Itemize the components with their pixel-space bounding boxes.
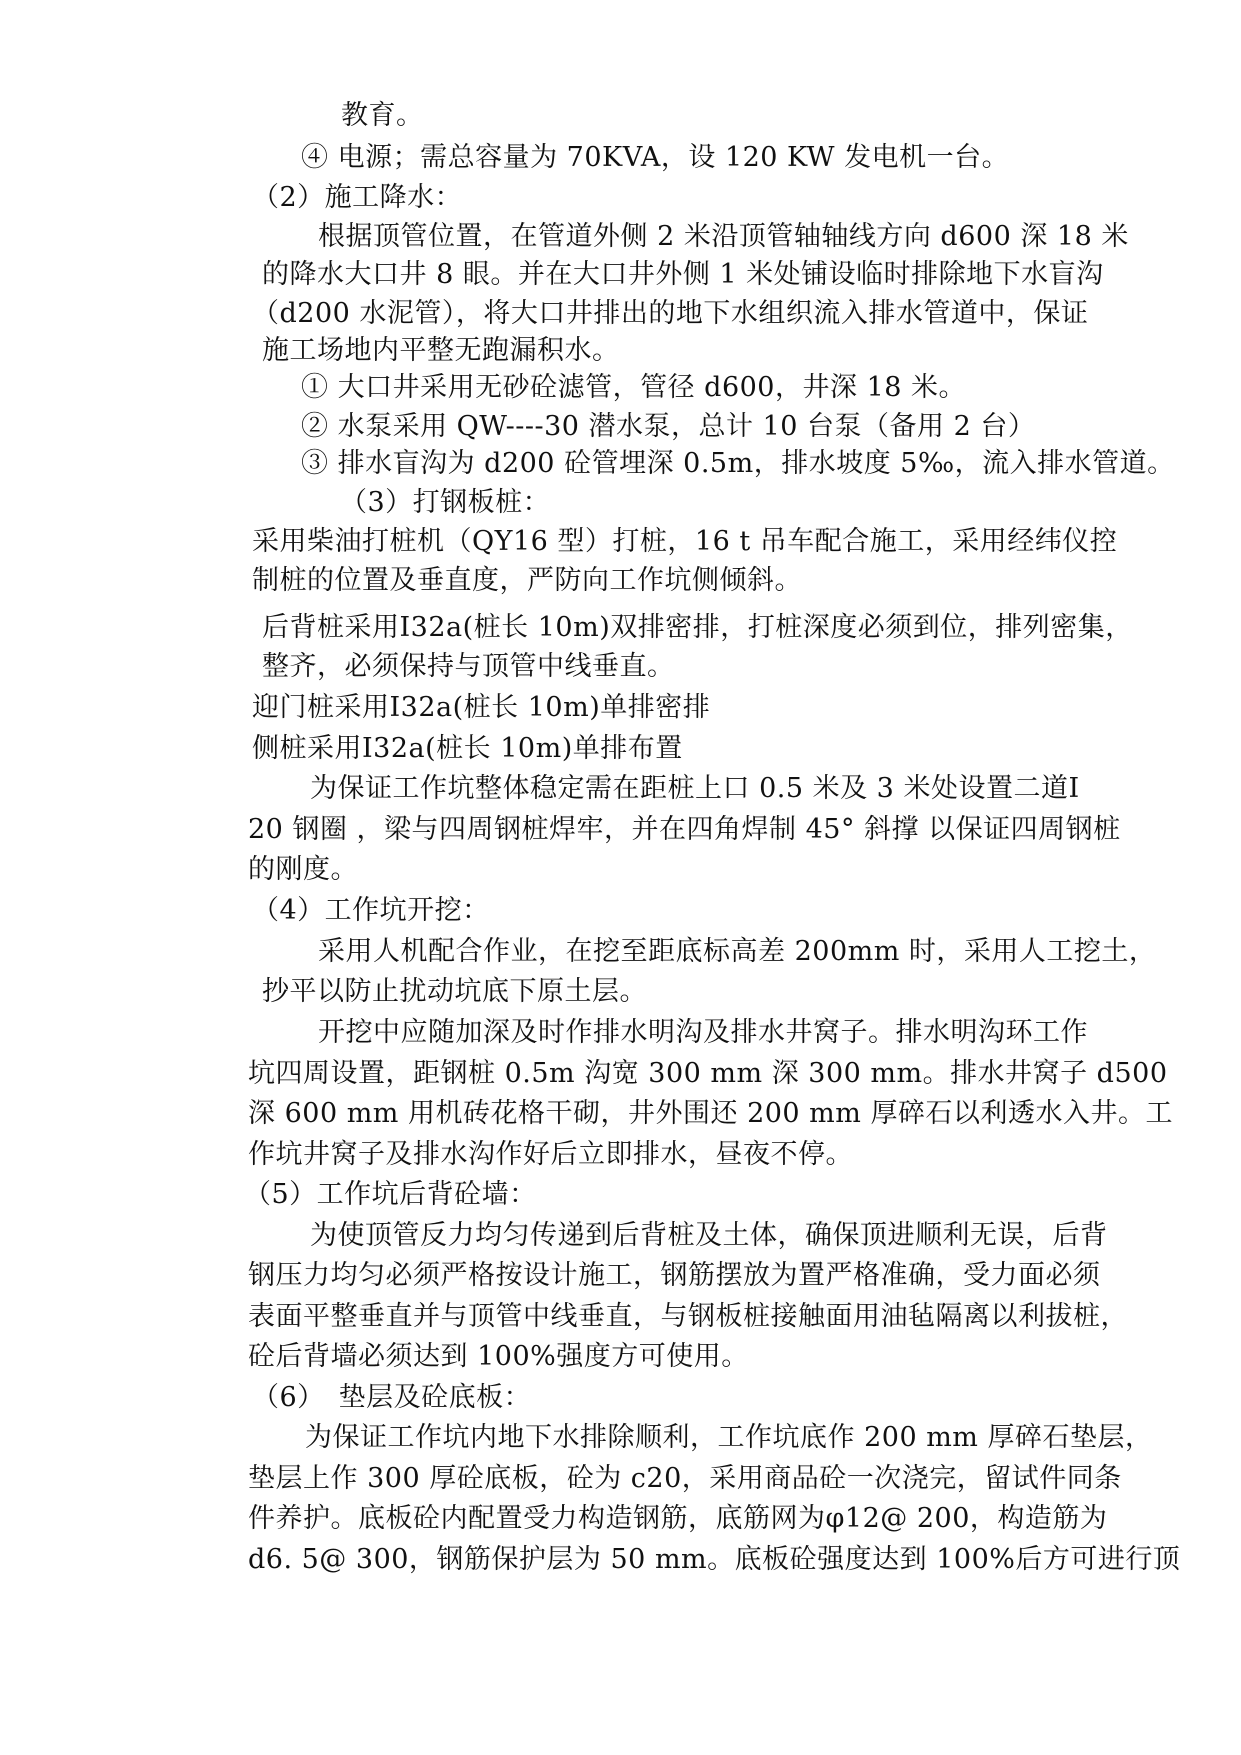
text-line: 垫层上作 300 厚砼底板，砼为 c20，采用商品砼一次浇完，留试件同条 [248,1463,1122,1494]
text-line: 砼后背墙必须达到 100%强度方可使用。 [248,1341,749,1372]
text-line: 抄平以防止扰动坑底下原土层。 [262,976,647,1007]
text-line: 采用柴油打桩机（QY16 型）打桩，16 t 吊车配合施工，采用经纬仪控 [252,526,1118,557]
text-line: 后背桩采用Ⅰ32a(桩长 10m)双排密排，打桩深度必须到位，排列密集， [262,612,1133,643]
text-line: 坑四周设置，距钢桩 0.5m 沟宽 300 mm 深 300 mm。排水井窝子 d500 [248,1058,1168,1089]
text-line: 深 600 mm 用机砖花格干砌，井外围还 200 mm 厚碎石以利透水入井。工 [248,1098,1173,1129]
section-heading: （2）施工降水： [252,182,463,213]
section-heading: （5）工作坑后背砼墙： [244,1179,537,1210]
text-line: 教育。 [341,100,424,131]
text-line: 采用人机配合作业，在挖至距底标高差 200mm 时，采用人工挖土， [318,936,1157,967]
text-line: 开挖中应随加深及时作排水明沟及排水井窝子。排水明沟环工作 [318,1017,1088,1048]
text-line: 迎门桩采用Ⅰ32a(桩长 10m)单排密排 [252,692,711,723]
text-line: ④ 电源；需总容量为 70KVA，设 120 KW 发电机一台。 [301,142,1010,173]
text-line: d6. 5@ 300，钢筋保护层为 50 mm。底板砼强度达到 100%后方可进行顶 [248,1544,1181,1575]
text-line: 表面平整垂直并与顶管中线垂直，与钢板桩接触面用油毡隔离以利拔桩， [248,1301,1128,1332]
text-line: （d200 水泥管），将大口井排出的地下水组织流入排水管道中，保证 [252,298,1089,329]
text-line: 为使顶管反力均匀传递到后背桩及土体，确保顶进顺利无误，后背 [310,1220,1108,1251]
text-line: ③ 排水盲沟为 d200 砼管埋深 0.5m，排水坡度 5‰，流入排水管道。 [301,448,1175,479]
text-line: 侧桩采用Ⅰ32a(桩长 10m)单排布置 [252,733,683,764]
text-line: 的降水大口井 8 眼。并在大口井外侧 1 米处铺设临时排除地下水盲沟 [262,259,1104,290]
text-line: 的刚度。 [248,854,358,885]
text-line: 为保证工作坑内地下水排除顺利，工作坑底作 200 mm 厚碎石垫层， [305,1422,1153,1453]
text-line: 整齐，必须保持与顶管中线垂直。 [262,651,675,682]
section-heading: （4）工作坑开挖： [252,895,490,926]
text-line: 钢压力均匀必须严格按设计施工，钢筋摆放为置严格准确，受力面必须 [248,1260,1101,1291]
text-line: 作坑井窝子及排水沟作好后立即排水，昼夜不停。 [248,1139,853,1170]
section-heading: （3）打钢板桩： [340,487,551,518]
text-line: ② 水泵采用 QW----30 潜水泵，总计 10 台泵（备用 2 台） [301,411,1036,442]
text-line: 20 钢圈 ，梁与四周钢桩焊牢，并在四角焊制 45° 斜撑 以保证四周钢桩 [248,814,1121,845]
text-line: 根据顶管位置，在管道外侧 2 米沿顶管轴轴线方向 d600 深 18 米 [318,221,1129,252]
section-heading: （6） 垫层及砼底板： [252,1382,532,1413]
text-line: 施工场地内平整无跑漏积水。 [262,335,620,366]
text-line: 制桩的位置及垂直度，严防向工作坑侧倾斜。 [252,565,802,596]
text-line: 件养护。底板砼内配置受力构造钢筋，底筋网为φ12@ 200，构造筋为 [248,1503,1108,1534]
text-line: ① 大口井采用无砂砼滤管，管径 d600，井深 18 米。 [301,372,967,403]
text-line: 为保证工作坑整体稳定需在距桩上口 0.5 米及 3 米处设置二道Ⅰ [310,773,1080,804]
